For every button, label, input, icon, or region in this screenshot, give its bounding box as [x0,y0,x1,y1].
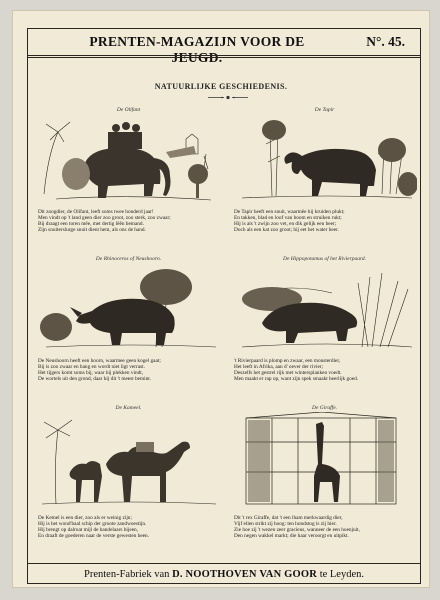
verse-line: Zie hoe zij 't wezen zeer gracieus, wanneer de een hoenjuit, [234,527,360,534]
caption-giraffe: De Giraffe. [311,405,338,411]
tapir-engraving [232,114,417,202]
verse-line: Vijf ellen strikt zij hoog: ten hondstog is zij hier. [234,521,337,528]
caption-camel: De Kameel. [115,405,142,411]
verse-line: Deszelfs het gestrel rijk met wintersplanken voedt. [234,370,342,377]
verse-line: 't Rivierpaard is plomp en zwaar, een monsterdier, [234,358,341,364]
caption-tapir: De Tapir [314,107,335,113]
verse-line: Hij is het wond'baal schip der groote zandwoestijn. [38,521,147,528]
verse-line: De Kemel is een dier, zoo als er weinig zijn; [38,515,132,521]
header-rule-double [27,57,421,58]
caption-rhinoceros: De Rhinoceros of Neushoorn. [95,256,162,262]
verse-line: Bij is zoo zwaar en bang en wordt niet ligt verrast. [38,364,145,371]
publisher-name: D. NOOTHOVEN VAN GOOR [172,569,318,580]
verse-hippopotamus [232,358,417,382]
ornament-divider [208,95,248,100]
camel-engraving [36,412,221,508]
verse-line: Hij brengt op dalroat mijl de handelaars bijeen, [38,527,139,534]
panel-hippopotamus [232,256,417,382]
verse-line: Doch als een kat zoo groot; hij eet het water heer. [234,227,339,234]
verse-line: De wortels uit den grond, daar hij dit 't meest bemint. [38,376,152,383]
verse-line: En draaft de goederen naar de verste gewesten heen. [38,533,150,540]
footer-suffix: te Leyden. [319,569,364,580]
footer-rule [27,563,421,564]
caption-elephant: De Olifant [116,107,141,113]
panel-camel [36,405,221,539]
verse-line: Het tijgers komt soms bij, waar hij plekken vindt, [38,370,144,377]
header [12,28,430,65]
publisher-footer [27,566,421,584]
verse-line: Het leeft in Afrika, aan d' oever der rivier; [234,364,324,371]
verse-line: Dit zoogdier, de Olifant, leeft soms twee honderd jaar! [38,209,154,215]
panel-rhinoceros [36,256,221,382]
verse-line: De Neushoorn heeft een hoorn, waarmee geen kogel gaat; [38,358,161,364]
rhinoceros-engraving [36,263,221,351]
caption-hippopotamus: De Hippopotamus of het Rivierpaard. [282,256,367,262]
panel-elephant [36,107,221,233]
verse-line: Zijn snuiterslurge snuit dient hem, als ons de hand. [38,227,146,234]
elephant-engraving [36,114,221,202]
panel-tapir [232,107,417,233]
issue-number: N°. 45. [366,34,405,49]
footer-prefix: Prenten-Fabriek van [84,569,170,580]
verse-tapir [232,209,417,233]
verse-line: Bij draagt een toren mêe, met dertig lêên bemand. [38,221,144,228]
verse-line: Hij is als 't zwijn zoo vet, en dik gelijk een beer; [234,221,337,228]
verse-rhinoceros [36,358,221,382]
verse-camel [36,515,221,539]
hippopotamus-engraving [232,263,417,351]
verse-elephant [36,209,221,233]
page-title: PRENTEN-MAGAZIJN VOOR DE JEUGD. [89,34,305,65]
verse-line: Dit 't rex Giraffe, dat 't een lham merkwaardig dier, [234,515,343,521]
verse-line: De Tapir heeft een snuit, waarmêe hij kruiden plukt; [234,209,345,215]
verse-line: Den negen wakkel markt; die haar veroorgt en uitpikt. [234,533,349,540]
header-rule [27,55,421,56]
verse-line: En takken, blad en loof van boom en struiken rukt; [234,215,342,222]
section-subtitle: NATUURLIJKE GESCHIEDENIS. [154,82,288,91]
giraffe-engraving [232,412,417,508]
verse-line: Men vindt op 't land geen dier zoo groot, zoo sterk, zoo zwaar; [38,215,171,222]
verse-giraffe [232,515,417,539]
print-sheet [12,10,430,588]
panel-giraffe [232,405,417,539]
verse-line: Men maakt er rap op, want zijn spek smaakt heerlijk goed. [234,376,359,383]
